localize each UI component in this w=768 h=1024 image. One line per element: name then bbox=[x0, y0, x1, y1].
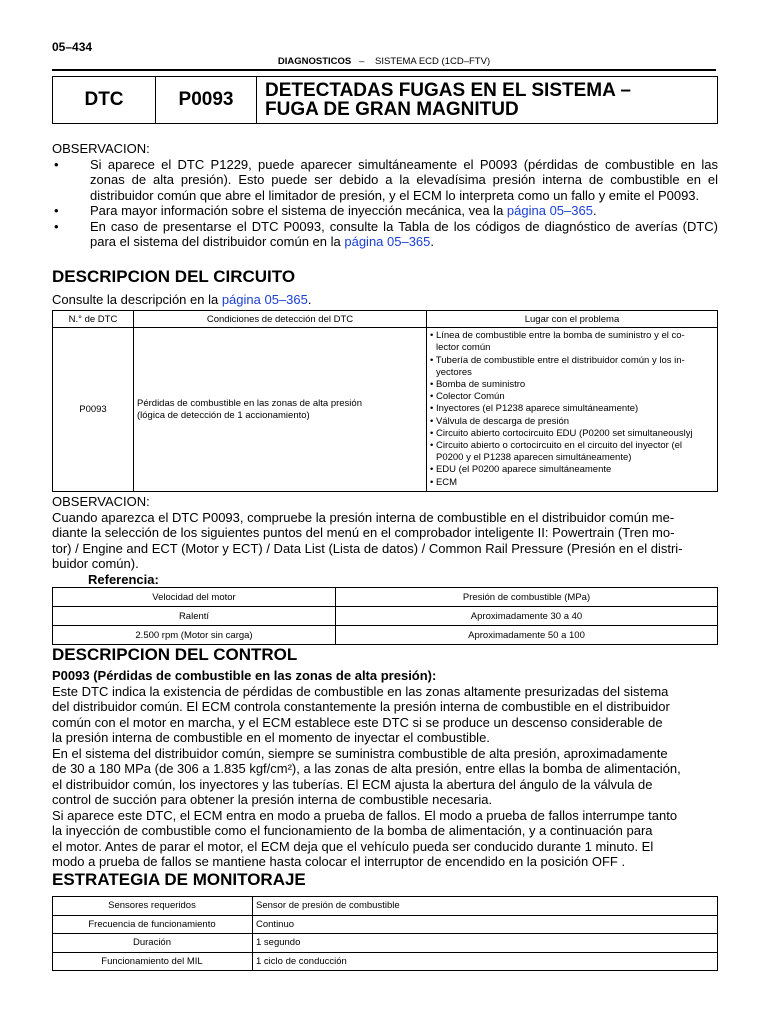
ref-cell: Aproximadamente 30 a 40 bbox=[336, 607, 718, 626]
mon-value: Sensor de presión de combustible bbox=[253, 897, 718, 916]
header-section: DIAGNOSTICOS bbox=[277, 56, 352, 67]
problem-place-text: EDU (el P0200 aparece simultáneamente bbox=[435, 464, 612, 476]
table-row bbox=[53, 626, 718, 645]
reference-table bbox=[52, 587, 718, 645]
dtc-condition-line: (lógica de detección de 1 accionamiento) bbox=[137, 409, 310, 421]
mon-value: 1 ciclo de conducción bbox=[253, 952, 718, 971]
problem-place-line bbox=[430, 477, 714, 489]
page-header bbox=[52, 56, 716, 67]
ref-cell: 2.500 rpm (Motor sin carga) bbox=[53, 626, 336, 645]
problem-place-text: Inyectores (el P1238 aparece simultáneamente) bbox=[435, 403, 639, 415]
dtc-code: P0093 bbox=[156, 77, 257, 123]
observacion2-line: buidor común). bbox=[52, 556, 139, 571]
problem-place-text: Bomba de suministro bbox=[435, 378, 526, 390]
bullet-mark: • bbox=[430, 464, 436, 476]
ref-table-header: Velocidad del motor bbox=[53, 588, 336, 607]
problem-place-line: lector común bbox=[436, 342, 491, 354]
page-link[interactable]: página 05–365 bbox=[344, 234, 431, 249]
observacion-bullet bbox=[52, 219, 718, 250]
bullet-mark: • bbox=[430, 330, 436, 342]
observacion-bullet bbox=[52, 203, 718, 219]
dtc-table-header: N.° de DTC bbox=[53, 311, 134, 328]
problem-place-text: ECM bbox=[435, 476, 458, 488]
bullet-mark: • bbox=[430, 476, 436, 488]
problem-place-line bbox=[430, 403, 714, 415]
dtc-table-header: Condiciones de detección del DTC bbox=[134, 311, 427, 328]
control-line: modo a prueba de fallos se mantiene hasta colocar el interruptor de encendido en la posición OFF . bbox=[52, 854, 626, 869]
referencia-label: Referencia: bbox=[88, 571, 159, 587]
observacion-text: Si aparece el DTC P1229, puede aparecer simultáneamente el P0093 (pérdidas de combustible en las zonas de alta presión). Esto puede ser debido a la elevadísima presión interna de combustible en el distribuidor común que abre el limitador de presión, y el ECM lo interpreta como un fallo y emite el P0093. bbox=[90, 156, 718, 203]
problem-place-text: Tubería de combustible entre el distribuidor común y los in- bbox=[435, 354, 685, 366]
punct: . bbox=[307, 292, 312, 307]
control-line: común con el motor en marcha, y el ECM establece este DTC si se produce un descenso considerable de bbox=[52, 714, 663, 730]
dtc-table-header: Lugar con el problema bbox=[427, 311, 718, 328]
monitoraje-table bbox=[52, 896, 718, 971]
problem-place-line: P0200 y el P1238 aparecen simultáneamente) bbox=[436, 452, 632, 464]
control-line: el motor. Antes de parar el motor, el ECM deja que el vehículo pueda ser conducido durante 1 minuto. El bbox=[52, 838, 654, 854]
bullet-mark: • bbox=[430, 415, 436, 427]
problem-place-line bbox=[430, 464, 714, 476]
ref-cell: Aproximadamente 50 a 100 bbox=[336, 626, 718, 645]
dtc-title bbox=[257, 77, 717, 123]
control-line: Si aparece este DTC, el ECM entra en modo a prueba de fallos. El modo a prueba de fallos interrumpe tanto bbox=[52, 807, 678, 823]
ref-cell: Ralentí bbox=[53, 607, 336, 626]
mon-value: 1 segundo bbox=[253, 934, 718, 953]
page-link[interactable]: página 05–365 bbox=[506, 203, 593, 218]
header-system: SISTEMA ECD (1CD–FTV) bbox=[375, 56, 491, 67]
problem-place-text: Válvula de descarga de presión bbox=[435, 415, 570, 427]
mon-label: Sensores requeridos bbox=[53, 897, 253, 916]
table-row bbox=[53, 897, 718, 916]
page-number: 05–434 bbox=[52, 40, 93, 54]
bullet-mark: • bbox=[430, 354, 436, 366]
problem-place-line bbox=[430, 330, 714, 342]
bullet-mark: • bbox=[430, 403, 436, 415]
header-rule bbox=[52, 69, 716, 71]
control-subheading: P0093 (Pérdidas de combustible en las zonas de alta presión): bbox=[52, 668, 437, 683]
control-line: En el sistema del distribuidor común, siempre se suministra combustible de alta presión, aproximadamente bbox=[52, 745, 668, 761]
problem-place-line bbox=[430, 428, 714, 440]
problem-place-text: Línea de combustible entre la bomba de suministro y el co- bbox=[435, 330, 685, 342]
table-row bbox=[53, 607, 718, 626]
mon-label: Duración bbox=[53, 934, 253, 953]
table-row bbox=[53, 952, 718, 971]
dtc-code-cell: P0093 bbox=[53, 328, 134, 492]
problem-place-line bbox=[430, 355, 714, 367]
control-line: del distribuidor común. El ECM controla constantemente la presión interna de combustible en el distribuidor bbox=[52, 699, 670, 714]
problem-place-line bbox=[430, 416, 714, 428]
problem-place-line bbox=[430, 391, 714, 403]
mon-label: Funcionamiento del MIL bbox=[53, 952, 253, 971]
bullet-mark: • bbox=[430, 391, 436, 403]
bullet-mark: • bbox=[430, 427, 436, 439]
dtc-condition-line: Pérdidas de combustible en las zonas de alta presión bbox=[137, 397, 362, 409]
problem-place-text: Colector Común bbox=[435, 391, 505, 403]
problem-place-text: Circuito abierto cortocircuito EDU (P0200 set simultaneouslyj bbox=[435, 427, 693, 439]
bullet-mark: • bbox=[54, 156, 59, 172]
control-line: de 30 a 180 MPa (de 306 a 1.835 kgf/cm²), a las zonas de alta presión, entre ellas la bomba de alimentación, bbox=[52, 761, 681, 776]
observacion-text: Para mayor información sobre el sistema de inyección mecánica, vea la bbox=[90, 203, 507, 218]
control-line: el distribuidor común, los inyectores y las tuberías. El ECM ajusta la abertura del ángulo de la válvula de bbox=[52, 776, 653, 792]
circuito-heading: DESCRIPCION DEL CIRCUITO bbox=[52, 267, 296, 286]
dtc-label: DTC bbox=[53, 77, 156, 123]
observacion-text: En caso de presentarse el DTC P0093, consulte la Tabla de los códigos de diagnóstico de averías (DTC) para el sistema del distribuidor común en la bbox=[90, 218, 718, 249]
observacion-section bbox=[52, 141, 718, 250]
dtc-places-cell bbox=[427, 328, 718, 492]
mon-label: Frecuencia de funcionamiento bbox=[53, 915, 253, 934]
table-row bbox=[53, 934, 718, 953]
title-box bbox=[52, 76, 718, 124]
observacion-bullet bbox=[52, 157, 718, 204]
bullet-mark: • bbox=[54, 203, 59, 218]
problem-place-line bbox=[430, 379, 714, 391]
circuito-text bbox=[52, 292, 311, 308]
control-line: la inyección de combustible como el funcionamiento de la bomba de alimentación, y a continuación para bbox=[52, 823, 653, 838]
observacion2-line: tor) / Engine and ECT (Motor y ECT) / Data List (Lista de datos) / Common Rail Pressure (Presión en el distri- bbox=[52, 540, 683, 556]
observacion2-section bbox=[52, 494, 718, 587]
problem-place-line: yectores bbox=[436, 366, 472, 378]
control-line: control de succión para obtener la presión interna de combustible necesaria. bbox=[52, 792, 493, 807]
bullet-mark: • bbox=[430, 378, 436, 390]
table-row bbox=[53, 915, 718, 934]
dtc-table bbox=[52, 310, 718, 492]
mon-value: Continuo bbox=[253, 915, 718, 934]
circuito-link[interactable]: página 05–365 bbox=[221, 292, 308, 307]
observacion2-label: OBSERVACION: bbox=[52, 494, 150, 509]
bullet-mark: • bbox=[54, 218, 59, 234]
control-heading: DESCRIPCION DEL CONTROL bbox=[52, 645, 298, 664]
observacion2-line: diante la selección de los siguientes puntos del menú en el comprobador inteligente II: Powertrain (Tren mo- bbox=[52, 525, 675, 540]
control-line: Este DTC indica la existencia de pérdidas de combustible en las zonas altamente presurizadas del sistema bbox=[52, 683, 669, 699]
observacion-label: OBSERVACION: bbox=[52, 141, 150, 156]
problem-place-line bbox=[430, 440, 714, 452]
monitoraje-heading: ESTRATEGIA DE MONITORAJE bbox=[52, 870, 306, 889]
circuito-text-body: Consulte la descripción en la bbox=[52, 292, 222, 307]
dtc-title-line1: DETECTADAS FUGAS EN EL SISTEMA – bbox=[265, 80, 631, 101]
dtc-title-line2: FUGA DE GRAN MAGNITUD bbox=[265, 99, 519, 120]
bullet-mark: • bbox=[430, 440, 436, 451]
header-separator: – bbox=[359, 56, 365, 67]
ref-table-header: Presión de combustible (MPa) bbox=[336, 588, 718, 607]
control-section bbox=[52, 668, 732, 870]
control-line: la presión interna de combustible en el momento de inyectar el combustible. bbox=[52, 730, 490, 745]
observacion2-line: Cuando aparezca el DTC P0093, compruebe la presión interna de combustible en el distribuidor común me- bbox=[52, 509, 675, 525]
punct: . bbox=[592, 203, 597, 218]
dtc-condition-cell bbox=[134, 328, 427, 492]
problem-place-text: Circuito abierto o cortocircuito en el circuito del inyector (el bbox=[435, 440, 683, 451]
punct: . bbox=[430, 234, 435, 249]
